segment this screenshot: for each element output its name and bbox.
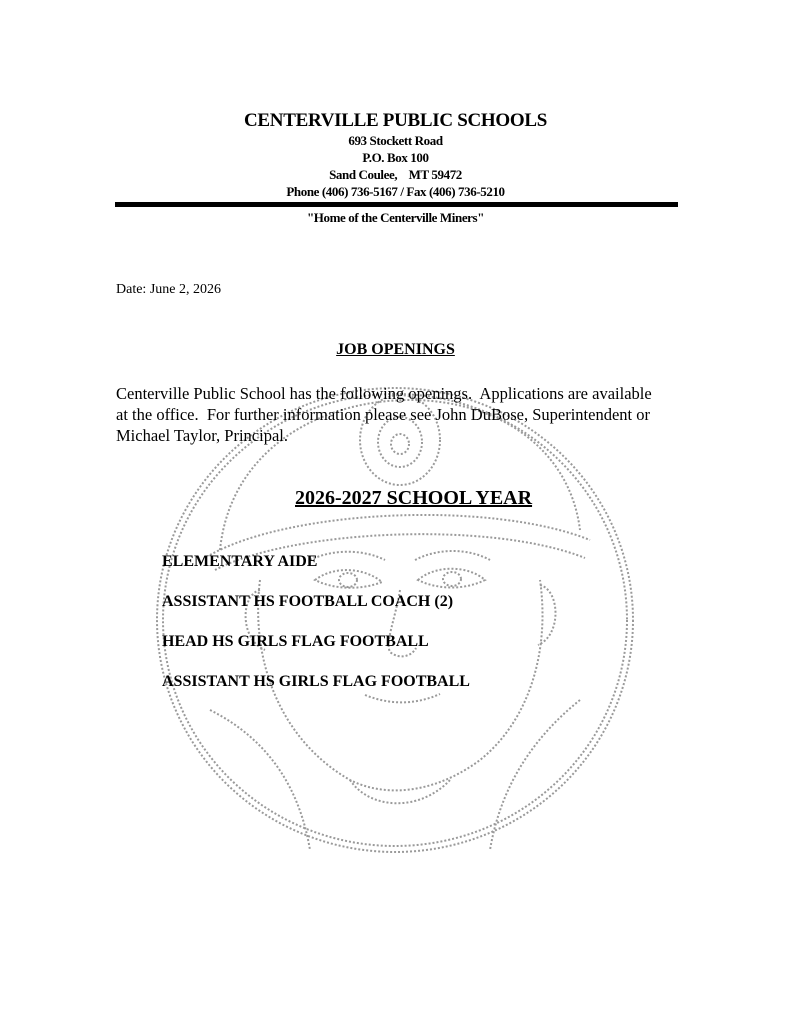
intro-paragraph: Centerville Public School has the following openings. Applications are available at the office. For further information please see John DuBose, Superintendent or Michael Taylor, Principal.	[116, 384, 656, 445]
letterhead-divider	[115, 202, 678, 207]
list-item: ELEMENTARY AIDE	[162, 553, 318, 570]
list-item: ASSISTANT HS GIRLS FLAG FOOTBALL	[162, 673, 470, 690]
po-box: P.O. Box 100	[362, 150, 429, 165]
job-openings-heading: JOB OPENINGS	[336, 341, 455, 358]
positions-list	[162, 552, 470, 712]
phone-fax: Phone (406) 736-5167 / Fax (406) 736-5210	[286, 184, 505, 199]
city-state-zip: Sand Coulee, MT 59472	[329, 167, 462, 182]
letterhead	[0, 110, 791, 200]
street-address: 693 Stockett Road	[348, 133, 443, 148]
list-item: HEAD HS GIRLS FLAG FOOTBALL	[162, 633, 429, 650]
school-name: CENTERVILLE PUBLIC SCHOOLS	[243, 110, 547, 131]
school-year-heading: 2026-2027 SCHOOL YEAR	[295, 487, 533, 509]
page-title	[0, 341, 791, 359]
letter-date: Date: June 2, 2026	[116, 282, 221, 297]
list-item: ASSISTANT HS FOOTBALL COACH (2)	[162, 593, 454, 610]
school-motto: "Home of the Centerville Miners"	[306, 210, 485, 225]
